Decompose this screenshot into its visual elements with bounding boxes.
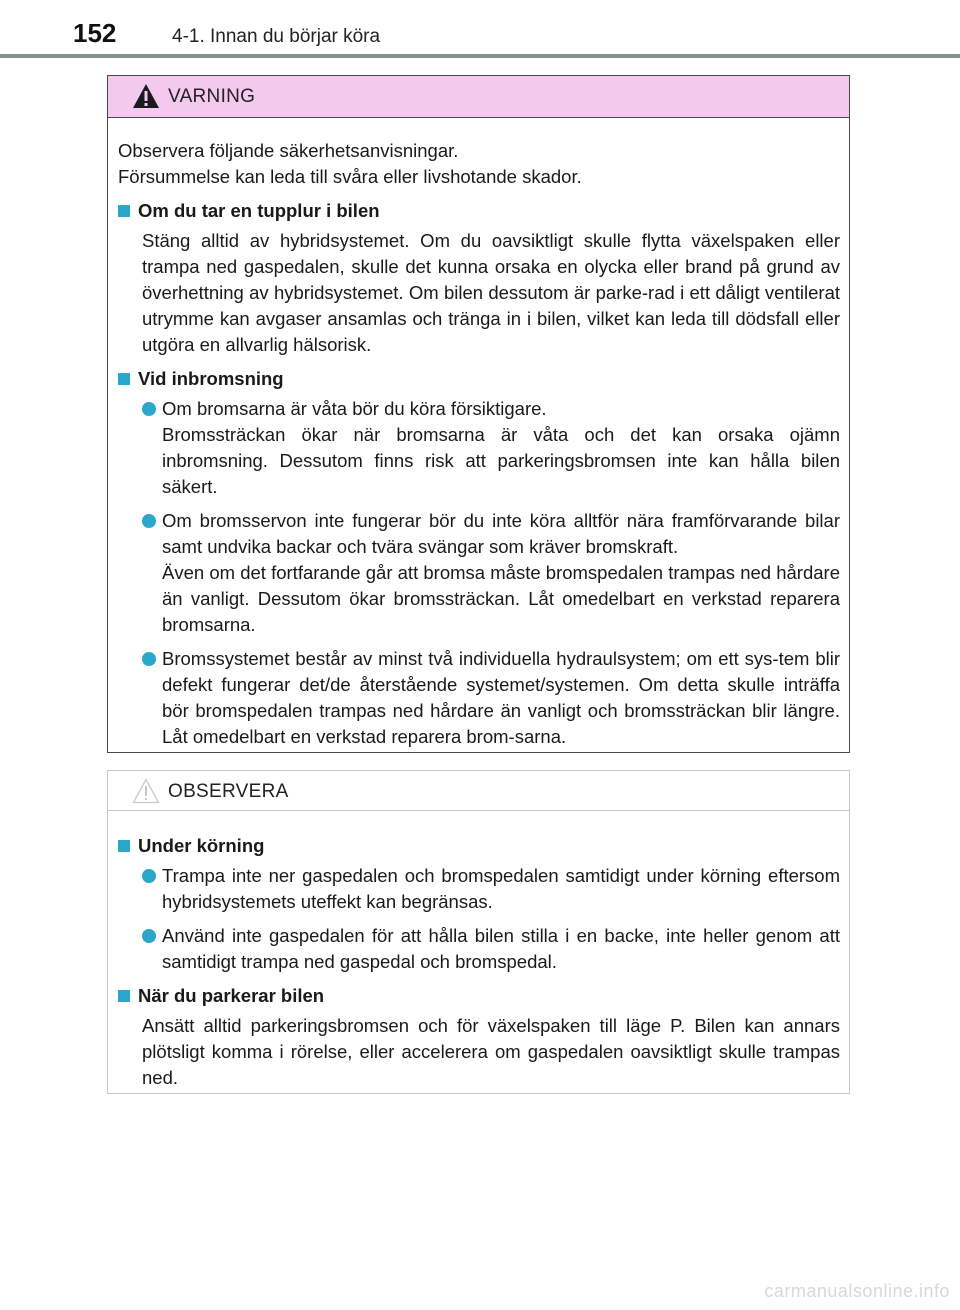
list-item-line: Även om det fortfarande går att bromsa måste bromspedalen trampas ned hårdare än vanligt. Dessutom ökar bromssträckan. Låt omedelbart en verkstad reparera bromsarna. [162, 562, 840, 635]
square-bullet-icon [118, 840, 130, 852]
list-item-line: Bromssystemet består av minst två individuella hydraulsystem; om ett sys-tem blir defekt fungerar det/de återstående systemet/systemen. Om detta skulle inträffa bör bromspedalen trampas ned hårdare än vanligt och bromssträckan blir längre. Låt omedelbart en verkstad reparera brom-sarna. [162, 648, 840, 747]
list-item-text [162, 508, 840, 638]
notice-header [108, 771, 849, 811]
sub-heading-braking [118, 366, 840, 392]
notice-box [107, 770, 850, 1094]
list-item [142, 863, 840, 915]
list-item-line: Bromssträckan ökar när bromsarna är våta och det kan orsaka ojämn inbromsning. Dessutom finns risk att parkeringsbromsen inte kan hålla bilen säkert. [162, 424, 840, 497]
circle-bullet-icon [142, 402, 156, 416]
section-title: 4-1. Innan du börjar köra [172, 26, 381, 47]
circle-bullet-icon [142, 929, 156, 943]
paragraph: Stäng alltid av hybridsystemet. Om du oavsiktligt skulle flytta växelspaken eller trampa ned gaspedalen, skulle det kunna orsaka en olycka eller brand på grund av överhettning av hybridsystemet. Om bilen dessutom är parke-rad i ett dåligt ventilerat utrymme kan avgaser ansamlas och tränga in i bilen, vilket kan leda till dödsfall eller utgöra en allvarlig hälsorisk. [142, 230, 840, 355]
sub-heading-label: Under körning [138, 835, 265, 856]
warning-box [107, 75, 850, 753]
page-number: 152 [73, 18, 117, 48]
sub-heading-label: Om du tar en tupplur i bilen [138, 200, 380, 221]
footer-watermark: carmanualsonline.info [764, 1281, 950, 1301]
warning-intro [118, 138, 840, 190]
square-bullet-icon [118, 205, 130, 217]
warning-triangle-icon [132, 83, 160, 109]
circle-bullet-icon [142, 869, 156, 883]
list-item-text [162, 396, 840, 500]
square-bullet-icon [118, 990, 130, 1002]
header-rule [0, 54, 960, 58]
list-item-line: Om bromsservon inte fungerar bör du inte köra alltför nära framförvarande bilar samt undvika backar och tvära svängar som kräver bromskraft. [162, 510, 840, 557]
notice-title: OBSERVERA [168, 781, 289, 802]
list-item [142, 923, 840, 975]
sub-heading-parking [118, 983, 840, 1009]
list-item-text [162, 646, 840, 750]
paragraph: Ansätt alltid parkeringsbromsen och för växelspaken till läge P. Bilen kan annars plötsligt komma i rörelse, eller accelerera om gaspedalen oavsiktligt skulle trampas ned. [142, 1015, 840, 1088]
list-item [142, 396, 840, 500]
caution-triangle-icon [132, 778, 160, 804]
square-bullet-icon [118, 373, 130, 385]
list-item-text [162, 863, 840, 915]
sub-heading-label: När du parkerar bilen [138, 985, 325, 1006]
sub-heading-label: Vid inbromsning [138, 368, 284, 389]
circle-bullet-icon [142, 514, 156, 528]
list-item-text [162, 923, 840, 975]
list-item-line: Använd inte gaspedalen för att hålla bilen stilla i en backe, inte heller genom att samtidigt trampa ned gaspedal och bromspedal. [162, 925, 840, 972]
warning-title: VARNING [168, 86, 256, 107]
list-item-line: Trampa inte ner gaspedalen och bromspedalen samtidigt under körning eftersom hybridsystemets uteffekt kan begränsas. [162, 865, 840, 912]
sub-heading-driving [118, 833, 840, 859]
list-item [142, 646, 840, 750]
intro-line: Observera följande säkerhetsanvisningar. [118, 140, 459, 161]
notice-body [108, 811, 849, 1091]
intro-line: Försummelse kan leda till svåra eller livshotande skador. [118, 166, 582, 187]
sub-heading-nap [118, 198, 840, 224]
circle-bullet-icon [142, 652, 156, 666]
page-header [0, 0, 960, 60]
list-item-line: Om bromsarna är våta bör du köra försiktigare. [162, 398, 547, 419]
list-item [142, 508, 840, 638]
warning-header [108, 76, 849, 118]
warning-body [108, 118, 849, 750]
